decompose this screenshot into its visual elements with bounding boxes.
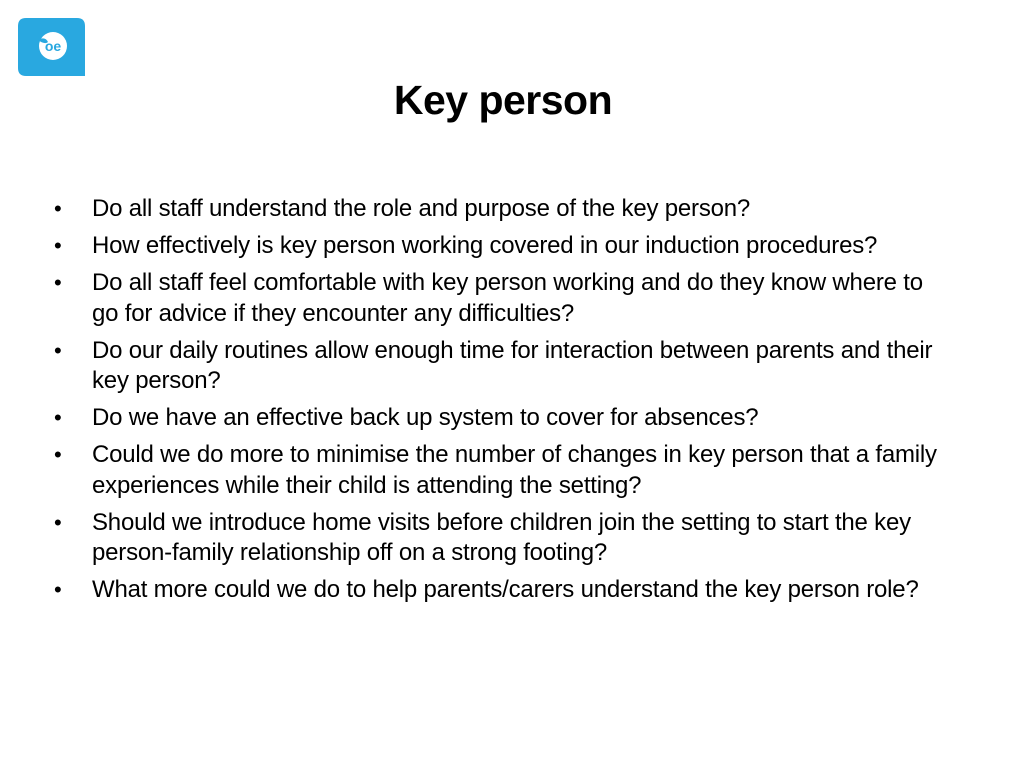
bullet-text: Do we have an effective back up system to cover for absences? [92,404,759,431]
bullet-item [50,403,950,434]
bullet-item [50,231,950,262]
bullet-item [50,440,950,501]
bullet-dot-icon: • [54,405,62,430]
bullet-dot-icon: • [54,577,62,602]
bullet-item [50,336,950,397]
bullet-text: Do our daily routines allow enough time for interaction between parents and their key person? [92,336,933,394]
bullet-text: Do all staff understand the role and purpose of the key person? [92,195,751,222]
bullet-item [50,194,950,225]
bullet-text: Do all staff feel comfortable with key person working and do they know where to go for advice if they encounter any difficulties? [92,269,923,327]
bullet-dot-icon: • [54,270,62,295]
bullet-text: Should we introduce home visits before children join the setting to start the key person-family relationship off on a strong footing? [92,508,911,566]
bullet-text: What more could we do to help parents/carers understand the key person role? [92,576,919,603]
slide-title: Key person [393,77,613,123]
bullet-dot-icon: • [54,509,62,535]
bullet-list [50,194,950,612]
bullet-text: Could we do more to minimise the number of changes in key person that a family experiences while their child is attending the setting? [92,441,937,499]
bullet-item [50,268,950,329]
bullet-item [50,508,950,569]
bullet-text: How effectively is key person working covered in our induction procedures? [92,232,878,259]
bullet-dot-icon: • [54,196,62,221]
bullet-dot-icon: • [54,442,62,467]
oe-logo [18,18,85,76]
logo-text: oe [44,38,62,54]
bullet-item [50,575,950,606]
bullet-dot-icon: • [54,337,62,363]
bullet-dot-icon: • [54,233,62,258]
